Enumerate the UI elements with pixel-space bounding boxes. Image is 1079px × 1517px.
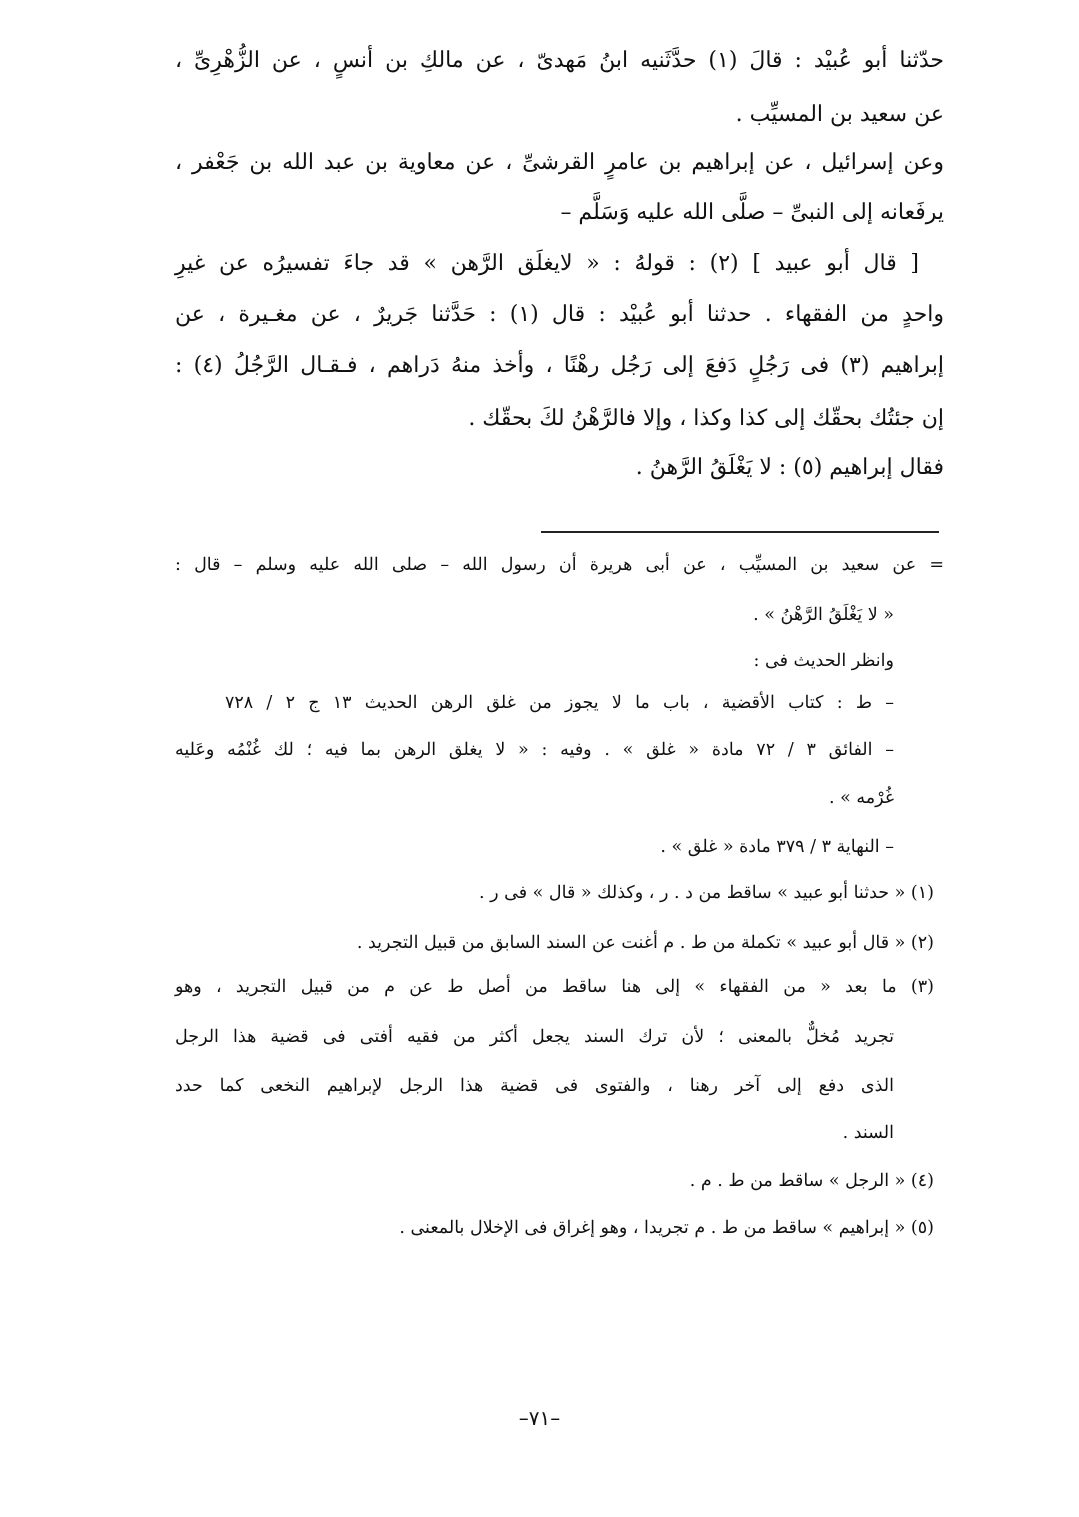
main-line-2: عن سعيد بن المسيِّب .: [735, 102, 944, 127]
main-line-3: وعن إسرائيل ، عن إبراهيم بن عامرٍ القرشىِّ ، عن معاوية بن عبد الله بن جَعْفر ،: [175, 150, 944, 175]
footnote-line-4: – ط : كتاب الأقضية ، باب ما لا يجوز من غلق الرهن الحديث ١٣ ج ٢ / ٧٢٨: [225, 693, 895, 713]
footnote-1: (١) « حدثنا أبو عبيد » ساقط من د . ر ، وكذلك « قال » فى ر .: [478, 883, 934, 903]
main-line-5: [ قال أبو عبيد ] (٢) : قولهُ : « لايغلَق الرَّهن » قد جاءَ تفسيرُه عن غيرِ: [175, 251, 919, 276]
footnote-line-1: = عن سعيد بن المسيِّب ، عن أبى هريرة أن رسول الله – صلى الله عليه وسلم – قال :: [175, 555, 944, 575]
main-line-8: إن جئتُك بحقّك إلى كذا وكذا ، وإلا فالرَّهْنُ لكَ بحقّك .: [468, 406, 944, 431]
footnote-line-2: « لا يَغْلَقُ الرَّهْنُ » .: [753, 605, 894, 625]
footnote-line-6: غُرْمه » .: [829, 788, 894, 808]
main-line-1: حدّثنا أبو عُبيْد : قالَ (١) حدَّثَنيه ابنُ مَهدىّ ، عن مالكِ بن أنسٍ ، عن الزُّهْرِىِّ ،: [175, 48, 944, 73]
footnote-line-3: وانظر الحديث فى :: [753, 651, 894, 671]
footnote-line-7: – النهاية ٣ / ٣٧٩ مادة « غلق » .: [660, 837, 894, 857]
footnote-3-cont-3: السند .: [842, 1123, 894, 1143]
main-line-6: واحدٍ من الفقهاء . حدثنا أبو عُبيْد : قال (١) : حَدَّثنا جَريرٌ ، عن مغـيرة ، عن: [175, 302, 944, 327]
main-line-7: إبراهيم (٣) فى رَجُلٍ دَفعَ إلى رَجُل رهْنًا ، وأخذ منهُ دَراهم ، فـقـال الرَّجُلُ (٤) :: [175, 353, 944, 378]
footnote-separator: [541, 531, 939, 533]
main-line-9: فقال إبراهيم (٥) : لا يَغْلَقُ الرَّهنُ .: [635, 455, 944, 480]
footnote-3-cont-1: تجريد مُخلٌّ بالمعنى ؛ لأن ترك السند يجعل أكثر من فقيه أفتى فى قضية هذا الرجل: [175, 1027, 894, 1047]
footnote-3: (٣) ما بعد « من الفقهاء » إلى هنا ساقط من أصل ط عن م من قبيل التجريد ، وهو: [175, 977, 934, 997]
footnote-2: (٢) « قال أبو عبيد » تكملة من ط . م أغنت عن السند السابق من قبيل التجريد .: [356, 933, 934, 953]
page-number: –٧١–: [518, 1406, 561, 1430]
footnote-line-5: – الفائق ٣ / ٧٢ مادة « غلق » . وفيه : « لا يغلق الرهن بما فيه ؛ لك غُنْمُه وعَليه: [175, 740, 894, 760]
footnote-4: (٤) « الرجل » ساقط من ط . م .: [689, 1171, 934, 1191]
main-line-4: يرفَعانه إلى النبىِّ – صلَّى الله عليه وَسَلَّم –: [560, 200, 944, 225]
footnote-5: (٥) « إبراهيم » ساقط من ط . م تجريدا ، وهو إغراق فى الإخلال بالمعنى .: [399, 1218, 934, 1238]
footnote-3-cont-2: الذى دفع إلى آخر رهنا ، والفتوى فى قضية هذا الرجل لإبراهيم النخعى كما حدد: [175, 1076, 894, 1096]
